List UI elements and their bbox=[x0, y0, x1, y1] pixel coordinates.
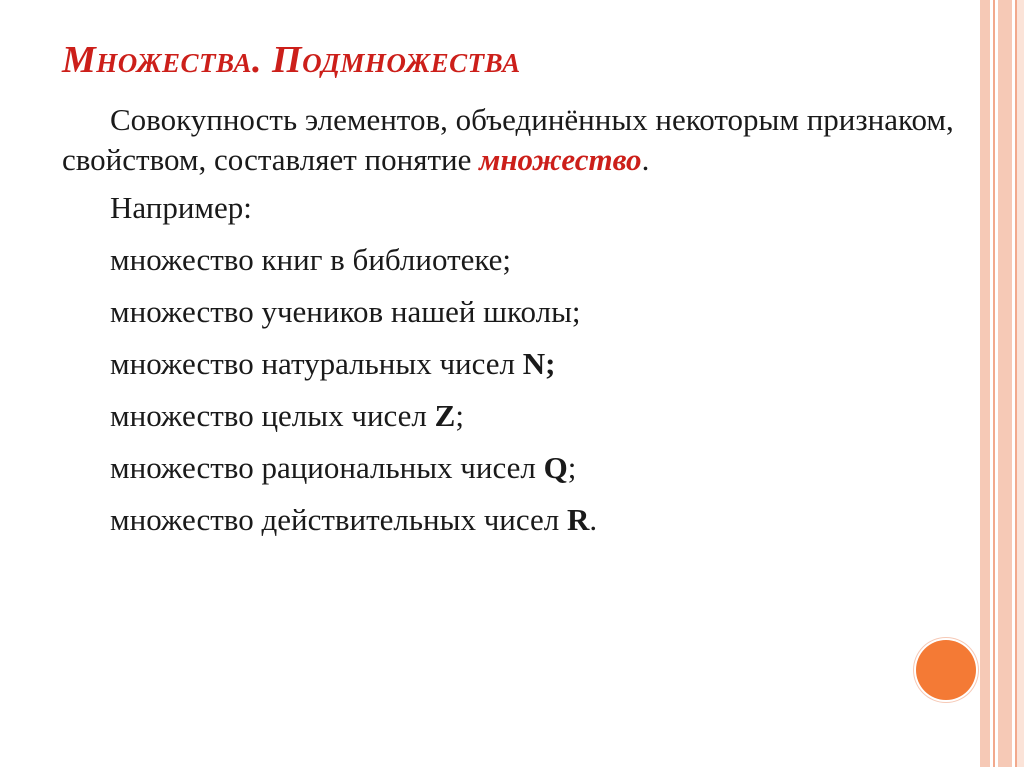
decor-stripe bbox=[980, 0, 990, 767]
definition-end: . bbox=[641, 142, 650, 177]
set-symbol-q: Q bbox=[543, 450, 568, 485]
definition-paragraph bbox=[62, 100, 962, 180]
example-item bbox=[62, 338, 962, 390]
example-item bbox=[62, 234, 962, 286]
example-text: множество натуральных чисел bbox=[110, 346, 523, 381]
example-text: множество целых чисел bbox=[110, 398, 435, 433]
example-text: множество действительных чисел bbox=[110, 502, 567, 537]
example-text: множество учеников нашей школы; bbox=[110, 294, 581, 329]
definition-term: множество bbox=[479, 142, 642, 177]
set-symbol-z: Z bbox=[434, 398, 456, 433]
decor-circle-icon bbox=[916, 640, 976, 700]
decor-stripe bbox=[998, 0, 1012, 767]
slide-title: Множества. Подмножества bbox=[62, 39, 521, 81]
example-item bbox=[62, 442, 962, 494]
example-text: множество рациональных чисел bbox=[110, 450, 544, 485]
set-symbol-r: R bbox=[567, 502, 590, 537]
set-symbol-n: N; bbox=[522, 346, 556, 381]
example-item bbox=[62, 286, 962, 338]
example-end: ; bbox=[455, 398, 464, 433]
example-end: . bbox=[589, 502, 598, 537]
decor-stripe bbox=[1017, 0, 1024, 767]
slide-content bbox=[62, 100, 962, 546]
example-item bbox=[62, 494, 962, 546]
example-item bbox=[62, 390, 962, 442]
example-label: Например: bbox=[110, 190, 252, 225]
definition-text: Совокупность элементов, объединённых некоторым признаком, свойством, составляет понятие bbox=[62, 102, 954, 177]
example-end: ; bbox=[567, 450, 577, 485]
example-text: множество книг в библиотеке; bbox=[110, 242, 512, 277]
